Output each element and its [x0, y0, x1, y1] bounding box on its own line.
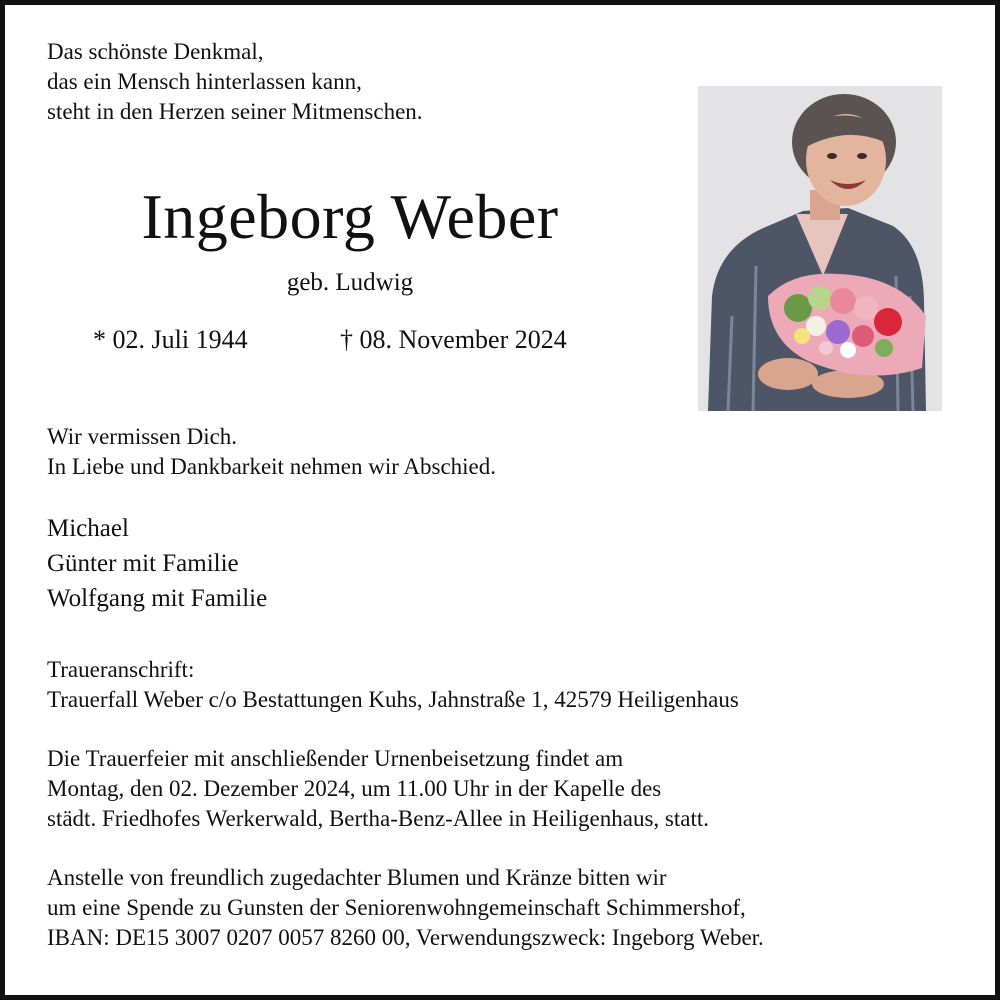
quote-line: Das schönste Denkmal, [47, 39, 264, 64]
quote-line: steht in den Herzen seiner Mitmenschen. [47, 99, 423, 124]
address-label: Traueranschrift: [47, 657, 195, 682]
donation-line: um eine Spende zu Gunsten der Seniorenwohngemeinschaft Schimmershof, [47, 895, 746, 920]
ceremony-line: Die Trauerfeier mit anschließender Urnenbeisetzung findet am [47, 746, 624, 771]
mourner-name: Michael [47, 515, 129, 542]
portrait-photo [698, 86, 942, 411]
mourner-name: Wolfgang mit Familie [47, 585, 268, 612]
mourner-name: Günter mit Familie [47, 550, 239, 577]
ceremony-line: städt. Friedhofes Werkerwald, Bertha-Benz-Allee in Heiligenhaus, statt. [47, 806, 709, 831]
mourning-address [47, 655, 739, 715]
donation-line: Anstelle von freundlich zugedachter Blumen und Kränze bitten wir [47, 865, 667, 890]
birth-date: * 02. Juli 1944 [93, 325, 248, 354]
ceremony-info [47, 744, 709, 834]
death-date: † 08. November 2024 [340, 325, 567, 354]
farewell-message [47, 422, 496, 482]
donation-line: IBAN: DE15 3007 0207 0057 8260 00, Verwendungszweck: Ingeborg Weber. [47, 925, 764, 950]
farewell-line: Wir vermissen Dich. [47, 424, 238, 449]
ceremony-line: Montag, den 02. Dezember 2024, um 11.00 Uhr in der Kapelle des [47, 776, 662, 801]
farewell-line: In Liebe und Dankbarkeit nehmen wir Abschied. [47, 454, 497, 479]
address-text: Trauerfall Weber c/o Bestattungen Kuhs, Jahnstraße 1, 42579 Heiligenhaus [47, 687, 739, 712]
donation-request [47, 863, 764, 953]
deceased-name: Ingeborg Weber [141, 181, 559, 252]
portrait-illustration [698, 86, 942, 411]
maiden-name: geb. Ludwig [286, 269, 414, 296]
memorial-quote [47, 37, 423, 127]
mourners-list [47, 511, 267, 616]
quote-line: das ein Mensch hinterlassen kann, [47, 69, 362, 94]
